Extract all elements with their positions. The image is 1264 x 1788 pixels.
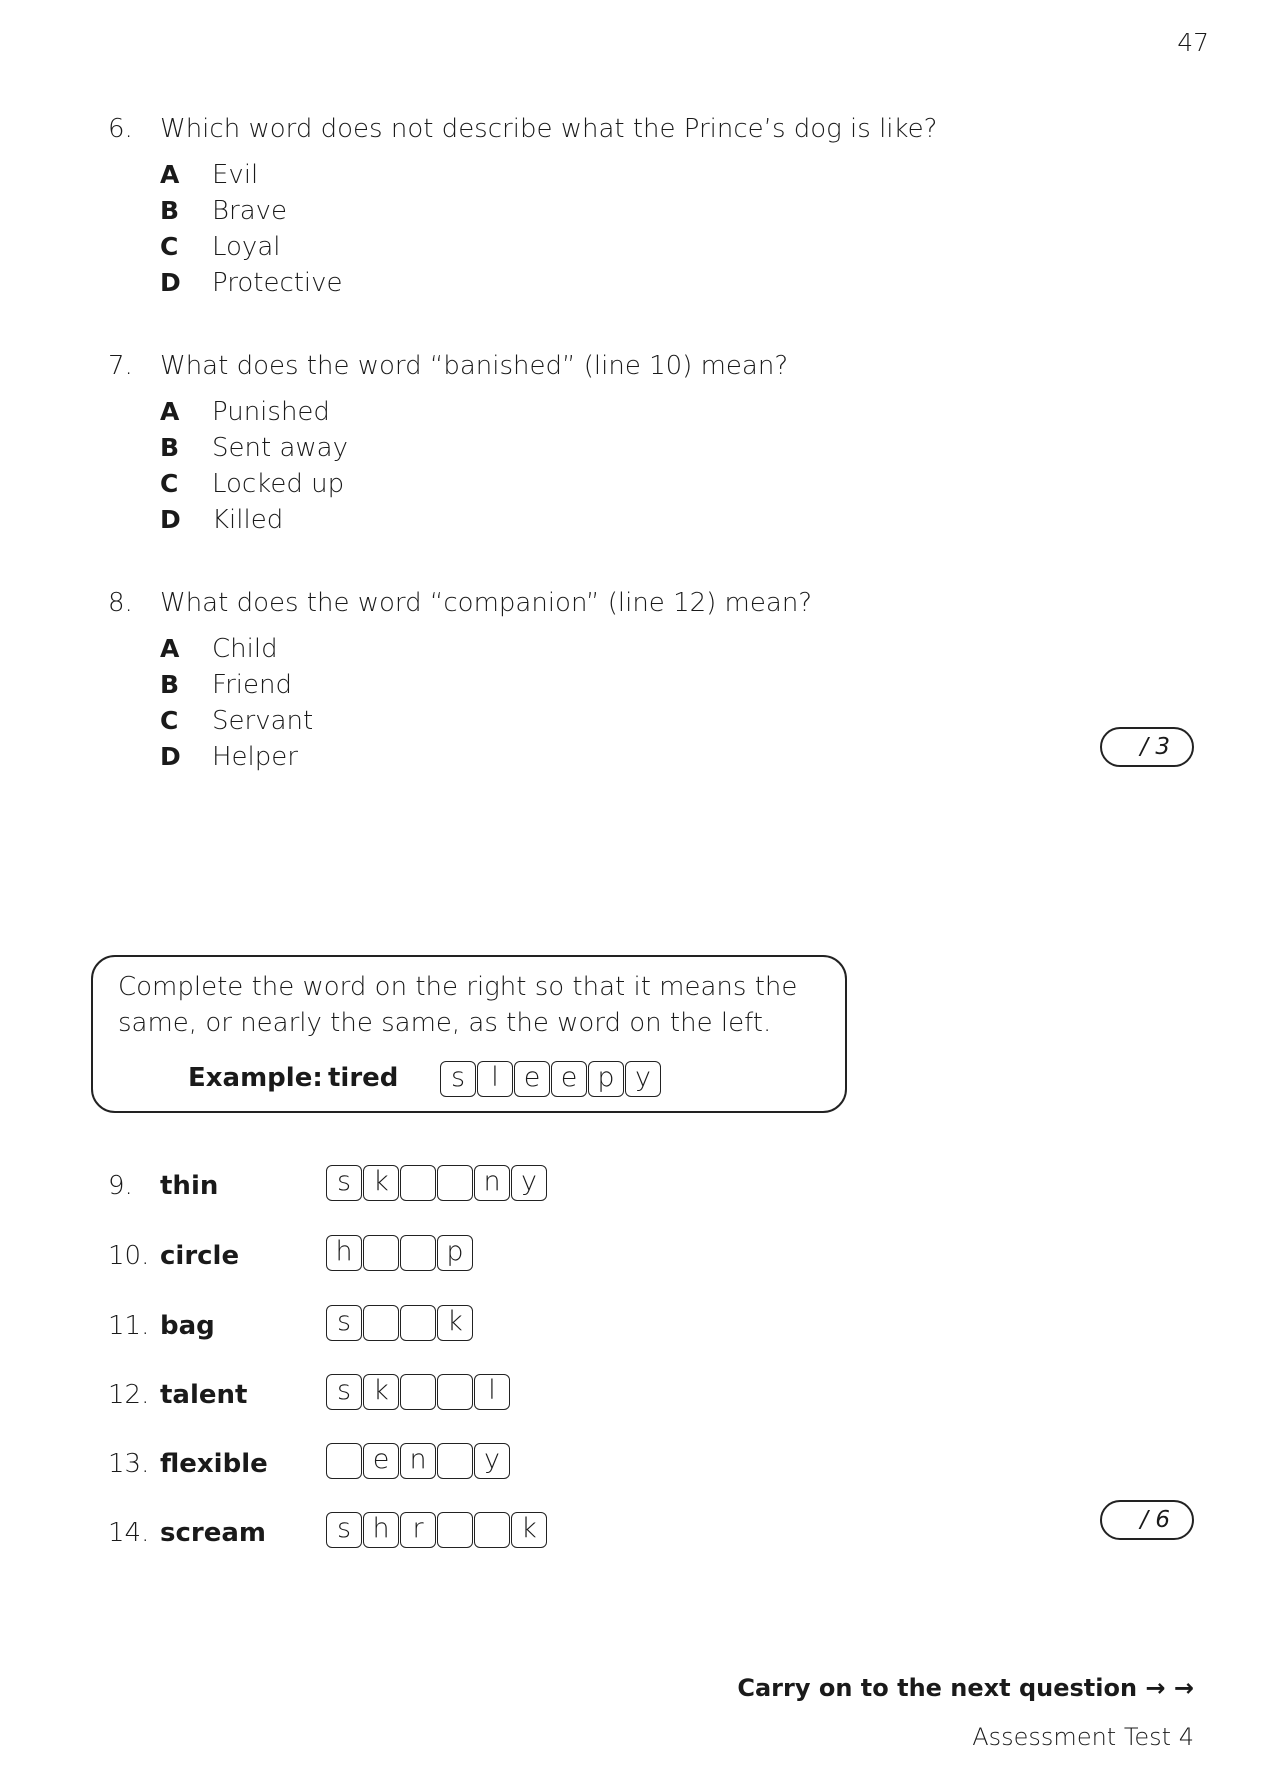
test-name: Assessment Test 4 — [972, 1723, 1194, 1751]
empty-letter-box[interactable] — [400, 1305, 436, 1341]
empty-letter-box[interactable] — [437, 1443, 473, 1479]
letter-box: y — [474, 1443, 510, 1479]
option-text: Punished — [212, 397, 330, 427]
question-word: scream — [160, 1518, 266, 1548]
letter-box: k — [363, 1165, 399, 1201]
letter-box: p — [437, 1235, 473, 1271]
score-box[interactable]: / 3 — [1100, 727, 1194, 767]
question-number: 12. — [108, 1380, 150, 1410]
empty-letter-box[interactable] — [437, 1512, 473, 1548]
option-letter: A — [160, 160, 180, 189]
question-number: 13. — [108, 1449, 150, 1479]
option-letter: C — [160, 232, 179, 261]
letter-box: e — [363, 1443, 399, 1479]
letter-box: s — [326, 1305, 362, 1341]
option-text: Helper — [212, 742, 298, 772]
letter-box: l — [477, 1061, 513, 1097]
option-letter: D — [160, 505, 181, 534]
letter-box: s — [326, 1512, 362, 1548]
option-letter: B — [160, 670, 180, 699]
option-letter: B — [160, 433, 180, 462]
empty-letter-box[interactable] — [363, 1305, 399, 1341]
option-text: Child — [212, 634, 278, 664]
option-text: Evil — [212, 160, 259, 190]
instructions-text: Complete the word on the right so that it means the same, or nearly the same, as the word on the left. — [118, 972, 798, 1038]
carry-on-text: Carry on to the next question → → — [737, 1674, 1194, 1702]
empty-letter-box[interactable] — [437, 1165, 473, 1201]
question-number: 11. — [108, 1311, 150, 1341]
example-label: Example: — [188, 1063, 323, 1093]
letter-box: l — [474, 1374, 510, 1410]
question-word: flexible — [160, 1449, 268, 1479]
question-number: 14. — [108, 1518, 150, 1548]
question-number: 8. — [108, 588, 133, 618]
empty-letter-box[interactable] — [400, 1165, 436, 1201]
option-text: Friend — [212, 670, 292, 700]
letter-box: p — [588, 1061, 624, 1097]
question-word: bag — [160, 1311, 215, 1341]
empty-letter-box[interactable] — [326, 1443, 362, 1479]
option-text: Sent away — [212, 433, 348, 463]
letter-box: n — [400, 1443, 436, 1479]
question-number: 6. — [108, 114, 133, 144]
example-word: tired — [328, 1063, 399, 1093]
option-letter: B — [160, 196, 180, 225]
question-number: 7. — [108, 351, 133, 381]
letter-box: k — [511, 1512, 547, 1548]
option-letter: D — [160, 268, 181, 297]
letter-boxes — [326, 1235, 474, 1271]
letter-boxes — [326, 1165, 548, 1201]
option-letter: D — [160, 742, 181, 771]
option-text: Loyal — [212, 232, 281, 262]
option-letter: A — [160, 397, 180, 426]
question-number: 9. — [108, 1171, 133, 1201]
question-word: talent — [160, 1380, 248, 1410]
letter-box: k — [363, 1374, 399, 1410]
option-text: Locked up — [212, 469, 345, 499]
letter-box: h — [363, 1512, 399, 1548]
letter-box: n — [474, 1165, 510, 1201]
empty-letter-box[interactable] — [363, 1235, 399, 1271]
letter-box: y — [511, 1165, 547, 1201]
instructions-box — [91, 955, 847, 1113]
option-letter: C — [160, 706, 179, 735]
page-number: 47 — [1177, 28, 1209, 57]
letter-box: h — [326, 1235, 362, 1271]
letter-box: e — [514, 1061, 550, 1097]
empty-letter-box[interactable] — [400, 1374, 436, 1410]
example-letter-boxes — [440, 1061, 662, 1097]
letter-box: k — [437, 1305, 473, 1341]
question-word: thin — [160, 1171, 219, 1201]
letter-box: y — [625, 1061, 661, 1097]
empty-letter-box[interactable] — [437, 1374, 473, 1410]
letter-box: s — [326, 1374, 362, 1410]
question-text: What does the word “companion” (line 12) mean? — [160, 588, 813, 618]
empty-letter-box[interactable] — [474, 1512, 510, 1548]
question-number: 10. — [108, 1241, 150, 1271]
letter-box: r — [400, 1512, 436, 1548]
option-text: Protective — [212, 268, 343, 298]
letter-boxes — [326, 1305, 474, 1341]
question-text: Which word does not describe what the Prince’s dog is like? — [160, 114, 938, 144]
letter-boxes — [326, 1443, 511, 1479]
option-letter: C — [160, 469, 179, 498]
option-letter: A — [160, 634, 180, 663]
option-text: Killed — [212, 505, 284, 535]
letter-box: s — [326, 1165, 362, 1201]
option-text: Servant — [212, 706, 314, 736]
score-box[interactable]: / 6 — [1100, 1500, 1194, 1540]
question-text: What does the word “banished” (line 10) mean? — [160, 351, 789, 381]
option-text: Brave — [212, 196, 288, 226]
letter-boxes — [326, 1512, 548, 1548]
letter-box: s — [440, 1061, 476, 1097]
letter-box: e — [551, 1061, 587, 1097]
question-word: circle — [160, 1241, 240, 1271]
empty-letter-box[interactable] — [400, 1235, 436, 1271]
letter-boxes — [326, 1374, 511, 1410]
